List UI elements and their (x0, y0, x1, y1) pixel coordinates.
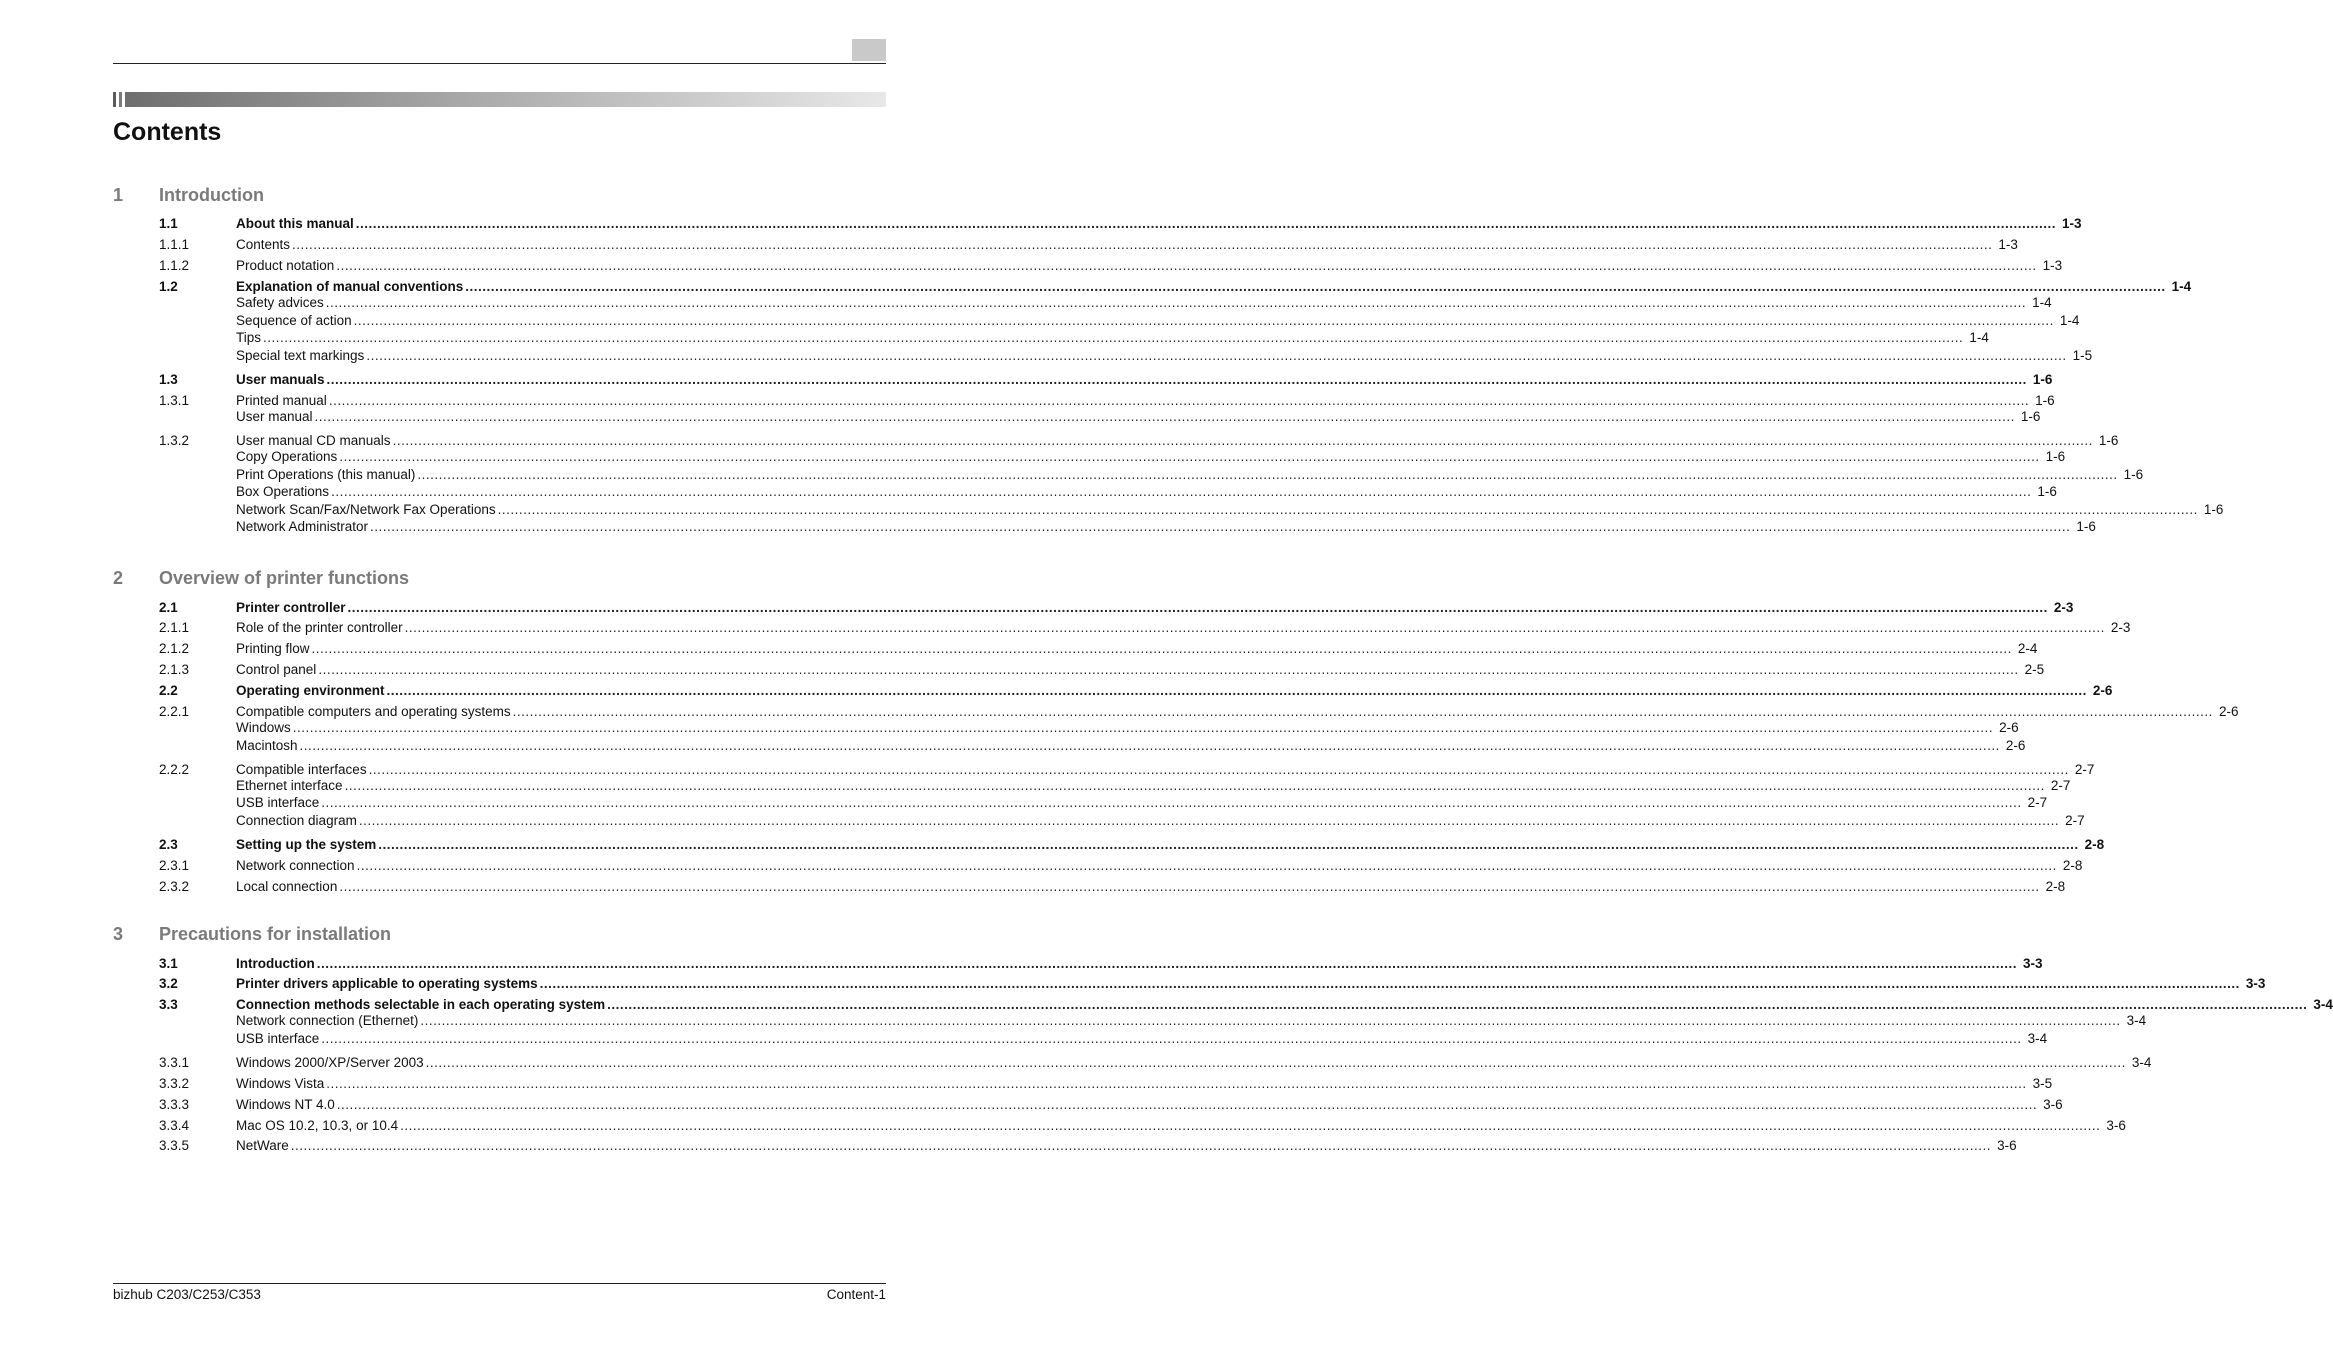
toc-entry-page: 1-5 (2072, 348, 2093, 363)
toc-entry-number: 2.2.1 (159, 704, 190, 719)
toc-entry-title: USB interface (236, 795, 320, 810)
toc-entry[interactable] (159, 738, 2026, 754)
toc-entry[interactable] (159, 858, 2083, 874)
toc-entry-number: 3.3.4 (159, 1118, 190, 1133)
toc-entry-title: Network Administrator (236, 519, 369, 534)
dot-leader: ................................................................................................................................................................................................................................................................................................................................................................................................................ (292, 720, 1994, 735)
dot-leader: ................................................................................................................................................................................................................................................................................................................................................................................................................ (358, 813, 2060, 828)
toc-entry-page: 2-6 (1999, 720, 2019, 735)
dot-leader: ................................................................................................................................................................................................................................................................................................................................................................................................................ (321, 1031, 2022, 1046)
toc-entry-page: 3-6 (1997, 1138, 2017, 1153)
toc-entry-number: 3.2 (159, 976, 178, 991)
toc-entry-line (236, 683, 2113, 699)
toc-entry-page: 2-4 (2017, 641, 2038, 656)
toc-entry-page: 1-4 (2059, 313, 2080, 328)
toc-entry[interactable] (159, 1138, 2017, 1154)
dot-leader: ................................................................................................................................................................................................................................................................................................................................................................................................................ (386, 683, 2087, 698)
chapter-number: 3 (113, 924, 124, 944)
toc-entry-number: 2.3.1 (159, 858, 190, 873)
toc-entry-title: Explanation of manual conventions (236, 279, 464, 294)
dot-leader: ................................................................................................................................................................................................................................................................................................................................................................................................................ (339, 879, 2040, 894)
toc-entry-page: 1-6 (2020, 409, 2041, 424)
toc-entry-number: 3.3.3 (159, 1097, 190, 1112)
toc-entry[interactable] (159, 467, 2144, 483)
toc-entry[interactable] (159, 295, 2052, 311)
toc-entry-line (236, 858, 2083, 874)
toc-entry-line (236, 976, 2266, 992)
toc-entry-page: 2-5 (2024, 662, 2045, 677)
toc-entry-line (236, 956, 2043, 972)
dot-leader: ................................................................................................................................................................................................................................................................................................................................................................................................................ (425, 1055, 2126, 1070)
toc-entry-title: Control panel (236, 662, 317, 677)
toc-entry[interactable] (159, 519, 2096, 535)
toc-entry-page: 1-6 (2098, 433, 2119, 448)
toc-entry[interactable] (159, 704, 2239, 720)
toc-entry-line (236, 295, 2052, 311)
toc-entry[interactable] (159, 662, 2045, 678)
chapter-number: 2 (113, 568, 124, 588)
toc-entry-page: 2-8 (2084, 837, 2105, 852)
toc-entry[interactable] (159, 409, 2041, 425)
dot-leader: ................................................................................................................................................................................................................................................................................................................................................................................................................ (326, 372, 2027, 387)
toc-entry-title: User manual (236, 409, 313, 424)
dot-leader: ................................................................................................................................................................................................................................................................................................................................................................................................................ (512, 704, 2213, 719)
dot-leader: ................................................................................................................................................................................................................................................................................................................................................................................................................ (290, 1138, 1992, 1153)
toc-entry-number: 1.1.1 (159, 237, 190, 252)
toc-entry[interactable] (159, 216, 2082, 232)
dot-leader: ................................................................................................................................................................................................................................................................................................................................................................................................................ (368, 762, 2069, 777)
toc-entry-line (236, 600, 2074, 616)
toc-entry-number: 2.3 (159, 837, 178, 852)
toc-entry-page: 1-6 (2032, 372, 2053, 387)
toc-entry-title: Windows (236, 720, 291, 735)
toc-entry-page: 1-4 (1969, 330, 1989, 345)
toc-entry-page: 1-3 (1998, 237, 2018, 252)
toc-entry[interactable] (159, 778, 2071, 794)
toc-entry-line (236, 778, 2071, 794)
toc-entry-line (236, 279, 2192, 295)
toc-entry-line (236, 1097, 2063, 1113)
toc-entry-line (236, 1138, 2017, 1154)
toc-entry-line (236, 330, 1989, 346)
toc-entry-page: 1-6 (2037, 484, 2057, 499)
toc-entry-number: 1.1 (159, 216, 178, 231)
toc-entry[interactable] (159, 348, 2093, 364)
dot-leader: ................................................................................................................................................................................................................................................................................................................................................................................................................ (607, 997, 2308, 1012)
toc-entry-title: Network connection (Ethernet) (236, 1013, 419, 1028)
chapter-number: 1 (113, 185, 124, 205)
dot-leader: ................................................................................................................................................................................................................................................................................................................................................................................................................ (404, 620, 2105, 635)
dot-leader: ................................................................................................................................................................................................................................................................................................................................................................................................................ (314, 409, 2015, 424)
toc-entry-page: 1-4 (2032, 295, 2052, 310)
toc-entry[interactable] (159, 393, 2055, 409)
toc-entry[interactable] (159, 1031, 2048, 1047)
dot-leader: ................................................................................................................................................................................................................................................................................................................................................................................................................ (497, 502, 2198, 517)
toc-entry-title: Windows 2000/XP/Server 2003 (236, 1055, 424, 1070)
toc-entry-title: Macintosh (236, 738, 298, 753)
dot-leader: ................................................................................................................................................................................................................................................................................................................................................................................................................ (400, 1118, 2101, 1133)
toc-entry-line (236, 372, 2053, 388)
toc-entry-page: 2-6 (2005, 738, 2026, 753)
toc-entry[interactable] (159, 433, 2119, 449)
toc-entry-title: Printing flow (236, 641, 310, 656)
toc-entry[interactable] (159, 237, 2018, 253)
toc-entry-line (236, 313, 2080, 329)
toc-entry-number: 2.1.1 (159, 620, 190, 635)
toc-entry-line (236, 704, 2239, 720)
toc-entry-title: Compatible computers and operating systems (236, 704, 511, 719)
toc-entry-page: 2-7 (2065, 813, 2085, 828)
toc-entry-line (236, 409, 2041, 425)
toc-entry[interactable] (159, 956, 2043, 972)
toc-entry[interactable] (159, 1076, 2053, 1092)
toc-entry[interactable] (159, 1055, 2152, 1071)
toc-entry[interactable] (159, 484, 2057, 500)
toc-entry-title: NetWare (236, 1138, 289, 1153)
toc-entry-line (236, 484, 2057, 500)
toc-entry-title: Printed manual (236, 393, 327, 408)
toc-entry[interactable] (159, 976, 2266, 992)
dot-leader: ................................................................................................................................................................................................................................................................................................................................................................................................................ (328, 393, 2030, 408)
dot-leader: ................................................................................................................................................................................................................................................................................................................................................................................................................ (299, 738, 2000, 753)
toc-entry-number: 2.2.2 (159, 762, 190, 777)
toc-entry-line (236, 813, 2085, 829)
toc-entry-title: Printer drivers applicable to operating systems (236, 976, 538, 991)
toc-entry-page: 2-7 (2027, 795, 2048, 810)
toc-entry-page: 3-4 (2313, 997, 2333, 1012)
toc-entry-number: 2.2 (159, 683, 178, 698)
toc-entry-line (236, 502, 2224, 518)
dot-leader: ................................................................................................................................................................................................................................................................................................................................................................................................................ (378, 837, 2079, 852)
toc-entry-title: Windows NT 4.0 (236, 1097, 335, 1112)
toc-entry[interactable] (159, 1118, 2126, 1134)
toc-entry-line (236, 433, 2119, 449)
toc-entry[interactable] (159, 258, 2063, 274)
toc-entry[interactable] (159, 600, 2074, 616)
toc-entry-title: Ethernet interface (236, 778, 343, 793)
toc-entry-line (236, 393, 2055, 409)
toc-entry-line (236, 620, 2131, 636)
toc-entry-page: 3-3 (2245, 976, 2266, 991)
toc-entry-number: 1.3 (159, 372, 178, 387)
toc-entry-page: 3-3 (2023, 956, 2043, 971)
dot-leader: ................................................................................................................................................................................................................................................................................................................................................................................................................ (318, 662, 2019, 677)
dot-leader: ................................................................................................................................................................................................................................................................................................................................................................................................................ (539, 976, 2240, 991)
toc-entry[interactable] (159, 762, 2095, 778)
toc-entry-title: Operating environment (236, 683, 385, 698)
toc-entry-title: Role of the printer controller (236, 620, 403, 635)
page-title: Contents (113, 118, 222, 146)
toc-entry-title: Product notation (236, 258, 335, 273)
toc-entry-number: 2.1.3 (159, 662, 190, 677)
toc-entry-title: Connection methods selectable in each operating system (236, 997, 606, 1012)
toc-entry-page: 2-3 (2110, 620, 2131, 635)
toc-entry-line (236, 1013, 2147, 1029)
toc-entry-line (236, 348, 2093, 364)
toc-entry-page: 2-7 (2074, 762, 2095, 777)
dot-leader: ................................................................................................................................................................................................................................................................................................................................................................................................................ (356, 858, 2057, 873)
toc-entry-page: 1-6 (2035, 393, 2055, 408)
toc-entry-page: 3-4 (2126, 1013, 2147, 1028)
toc-entry-title: User manuals (236, 372, 325, 387)
dot-leader: ................................................................................................................................................................................................................................................................................................................................................................................................................ (370, 519, 2071, 534)
toc-entry[interactable] (159, 1097, 2063, 1113)
toc-entry-title: USB interface (236, 1031, 320, 1046)
toc-entry-title: About this manual (236, 216, 354, 231)
toc-entry-line (236, 738, 2026, 754)
toc-entry-line (236, 795, 2048, 811)
toc-entry-line (236, 258, 2063, 274)
toc-entry-page: 1-6 (2203, 502, 2224, 517)
footer-product: bizhub C203/C253/C353 (113, 1287, 261, 1302)
dot-leader: ................................................................................................................................................................................................................................................................................................................................................................................................................ (366, 348, 2067, 363)
toc-entry-line (236, 641, 2038, 657)
toc-entry-page: 2-6 (2218, 704, 2239, 719)
toc-entry-number: 3.3 (159, 997, 178, 1012)
toc-entry-line (236, 1076, 2053, 1092)
toc-entry-line (236, 237, 2018, 253)
toc-entry-number: 1.3.2 (159, 433, 190, 448)
toc-entry-title: Print Operations (this manual) (236, 467, 416, 482)
toc-entry-number: 1.1.2 (159, 258, 190, 273)
toc-entry-title: Introduction (236, 956, 315, 971)
toc-entry[interactable] (159, 837, 2105, 853)
toc-entry-title: Special text markings (236, 348, 365, 363)
toc-entry-line (236, 879, 2066, 895)
dot-leader: ................................................................................................................................................................................................................................................................................................................................................................................................................ (263, 330, 1964, 345)
toc-entry-line (236, 720, 2019, 736)
toc-entry-page: 2-7 (2050, 778, 2071, 793)
toc-entry-line (236, 997, 2333, 1013)
toc-entry[interactable] (159, 330, 1989, 346)
toc-entry-number: 2.3.2 (159, 879, 190, 894)
toc-entry-line (236, 519, 2096, 535)
dot-leader: ................................................................................................................................................................................................................................................................................................................................................................................................................ (321, 795, 2022, 810)
toc-entry-page: 3-5 (2032, 1076, 2053, 1091)
toc-entry-title: Copy Operations (236, 449, 338, 464)
toc-entry[interactable] (159, 997, 2333, 1013)
toc-entry[interactable] (159, 372, 2053, 388)
toc-entry-page: 2-3 (2053, 600, 2074, 615)
toc-entry-line (236, 1031, 2048, 1047)
toc-entry-line (236, 762, 2095, 778)
toc-entry-number: 3.1 (159, 956, 178, 971)
toc-entry[interactable] (159, 641, 2038, 657)
toc-entry[interactable] (159, 449, 2066, 465)
toc-entry-page: 3-6 (2043, 1097, 2063, 1112)
toc-entry-number: 3.3.5 (159, 1138, 190, 1153)
toc-entry-title: Tips (236, 330, 262, 345)
dot-leader: ................................................................................................................................................................................................................................................................................................................................................................................................................ (392, 433, 2093, 448)
dot-leader: ................................................................................................................................................................................................................................................................................................................................................................................................................ (326, 1076, 2027, 1091)
toc-entry[interactable] (159, 720, 2019, 736)
toc-entry-line (236, 1118, 2126, 1134)
toc-entry-page: 1-3 (2062, 216, 2082, 231)
toc-entry-title: Compatible interfaces (236, 762, 367, 777)
toc-entry-page: 1-4 (2171, 279, 2192, 294)
dot-leader: ................................................................................................................................................................................................................................................................................................................................................................................................................ (311, 641, 2012, 656)
toc-entry-page: 3-4 (2131, 1055, 2152, 1070)
toc-entry-line (236, 449, 2066, 465)
toc-entry-line (236, 467, 2144, 483)
toc-entry-line (236, 662, 2045, 678)
toc-entry-title: Setting up the system (236, 837, 377, 852)
toc-entry[interactable] (159, 813, 2085, 829)
toc-entry-title: Box Operations (236, 484, 330, 499)
toc-entry-page: 2-8 (2045, 879, 2066, 894)
toc-entry[interactable] (159, 313, 2080, 329)
toc-entry-line (236, 216, 2082, 232)
dot-leader: ................................................................................................................................................................................................................................................................................................................................................................................................................ (292, 237, 1993, 252)
toc-entry-title: Contents (236, 237, 291, 252)
toc-entry-title: Sequence of action (236, 313, 352, 328)
toc-entry-line (236, 1055, 2152, 1071)
toc-entry-number: 1.3.1 (159, 393, 190, 408)
dot-leader: ................................................................................................................................................................................................................................................................................................................................................................................................................ (344, 778, 2045, 793)
footer-page-number: Content-1 (826, 1287, 886, 1302)
toc-entry[interactable] (159, 795, 2048, 811)
toc-entry-number: 2.1.2 (159, 641, 190, 656)
footer-rule (113, 1283, 886, 1284)
dot-leader: ................................................................................................................................................................................................................................................................................................................................................................................................................ (353, 313, 2054, 328)
toc-entry-page: 2-8 (2062, 858, 2083, 873)
toc-entry-number: 1.2 (159, 279, 178, 294)
toc-entry[interactable] (159, 683, 2113, 699)
toc-entry-page: 3-4 (2027, 1031, 2048, 1046)
toc-entry-title: Windows Vista (236, 1076, 325, 1091)
dot-leader: ................................................................................................................................................................................................................................................................................................................................................................................................................ (355, 216, 2057, 231)
chapter-title: Introduction (159, 185, 264, 205)
toc-entry-number: 3.3.1 (159, 1055, 190, 1070)
toc-entry-title: Connection diagram (236, 813, 357, 828)
dot-leader: ................................................................................................................................................................................................................................................................................................................................................................................................................ (465, 279, 2166, 294)
toc-entry-page: 1-3 (2042, 258, 2063, 273)
toc-entry-page: 1-6 (2123, 467, 2144, 482)
toc-entry-page: 1-6 (2076, 519, 2096, 534)
dot-leader: ................................................................................................................................................................................................................................................................................................................................................................................................................ (420, 1013, 2121, 1028)
toc-entry[interactable] (159, 1013, 2147, 1029)
toc-entry-title: Network Scan/Fax/Network Fax Operations (236, 502, 496, 517)
toc-entry-page: 2-6 (2092, 683, 2113, 698)
dot-leader: ................................................................................................................................................................................................................................................................................................................................................................................................................ (336, 1097, 2038, 1112)
dot-leader: ................................................................................................................................................................................................................................................................................................................................................................................................................ (331, 484, 2032, 499)
chapter-title: Overview of printer functions (159, 568, 410, 588)
toc-entry[interactable] (159, 879, 2066, 895)
toc-entry-number: 2.1 (159, 600, 178, 615)
toc-entry-title: User manual CD manuals (236, 433, 391, 448)
toc-entry-page: 1-6 (2045, 449, 2066, 464)
toc-entry[interactable] (159, 502, 2224, 518)
toc-entry-title: Printer controller (236, 600, 346, 615)
dot-leader: ................................................................................................................................................................................................................................................................................................................................................................................................................ (347, 600, 2048, 615)
toc-entry[interactable] (159, 620, 2131, 636)
dot-leader: ................................................................................................................................................................................................................................................................................................................................................................................................................ (417, 467, 2118, 482)
chapter-title: Precautions for installation (159, 924, 392, 944)
toc-entry-title: Local connection (236, 879, 338, 894)
toc-entry[interactable] (159, 279, 2192, 295)
toc-entry-title: Network connection (236, 858, 355, 873)
toc-entry-title: Mac OS 10.2, 10.3, or 10.4 (236, 1118, 399, 1133)
toc-entry-title: Safety advices (236, 295, 324, 310)
dot-leader: ................................................................................................................................................................................................................................................................................................................................................................................................................ (316, 956, 2018, 971)
toc-entry-number: 3.3.2 (159, 1076, 190, 1091)
dot-leader: ................................................................................................................................................................................................................................................................................................................................................................................................................ (336, 258, 2037, 273)
dot-leader: ................................................................................................................................................................................................................................................................................................................................................................................................................ (339, 449, 2040, 464)
toc-entry-line (236, 837, 2105, 853)
dot-leader: ................................................................................................................................................................................................................................................................................................................................................................................................................ (325, 295, 2027, 310)
toc-entry-page: 3-6 (2106, 1118, 2126, 1133)
